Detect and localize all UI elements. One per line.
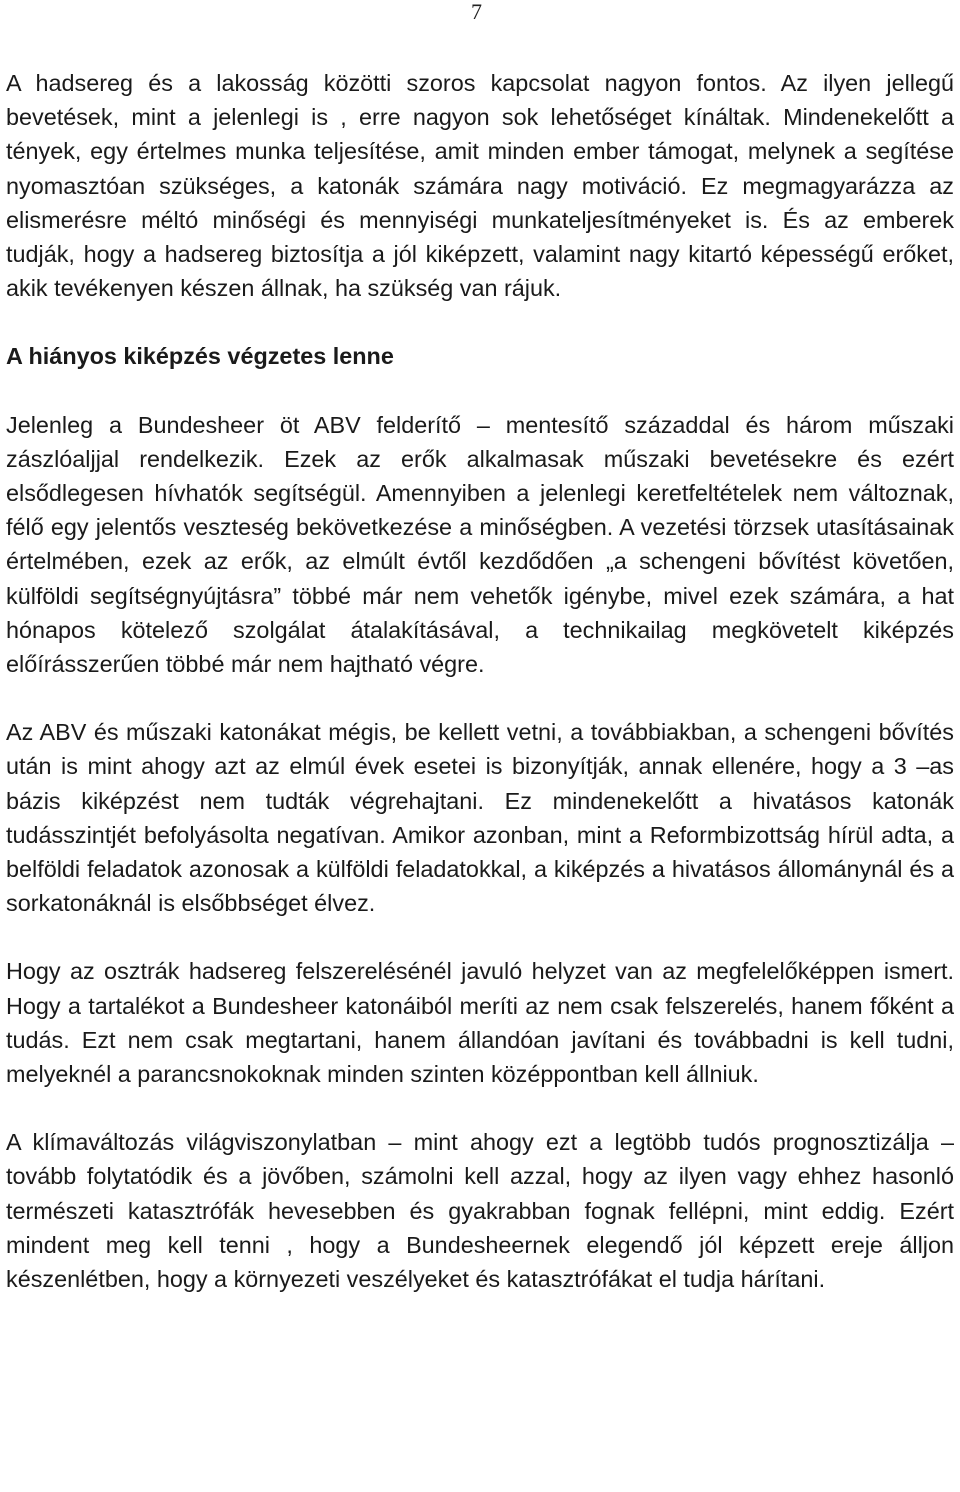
section-heading: A hiányos kiképzés végzetes lenne <box>6 343 394 370</box>
paragraph-equipment: Hogy az osztrák hadsereg felszerelésénél javuló helyzet van az megfelelőképpen ismert. Hogy a tartalékot a Bundesheer katonáiból meríti az nem csak felszerelés, hanem főként a tudás. Ezt nem csak megtartani, hanem állandóan javítani és továbbadni is kell tudni, melyeknél a parancsnokoknak minden szinten középpontban kell állniuk. <box>6 958 954 1088</box>
paragraph-deployment: Az ABV és műszaki katonákat mégis, be kellett vetni, a továbbiakban, a schengeni bővítés után is mint ahogy azt az elmúl évek esetei is bizonyítják, annak ellenére, hogy a 3 –as bázis kiképzést nem tudták végrehajtani. Ez mindenekelőtt a hivatásos katonák tudásszintjét befolyásolta negatívan. Amikor azonban, mint a Reformbizottság hírül adta, a belföldi feladatok azonosak a külföldi feladatokkal, a kiképzés a hivatásos állománynál és a sorkatonáknál is elsőbbséget élvez. <box>6 719 954 917</box>
paragraph-abv-forces: Jelenleg a Bundesheer öt ABV felderítő – mentesítő századdal és három műszaki zászlóaljjal rendelkezik. Ezek az erők alkalmasak műszaki bevetésekre és ezért elsődlegesen hívhatók segítségül. Amennyiben a jelenlegi keretfeltételek nem változnak, félő egy jelentős veszteség bekövetkezése a minőségben. A vezetési törzsek utasításainak értelmében, ezek az erők, az elmúlt évtől kezdődően „a schengeni bővítést követően, külföldi segítségnyújtásra” többé már nem vehetők igénybe, mivel ezek számára, a hat hónapos kötelező szolgálat átalakításával, a technikailag megkövetelt kiképzés előírásszerűen többé már nem hajtható végre. <box>6 411 954 678</box>
page-number: 7 <box>471 0 482 24</box>
document-body <box>6 66 954 1296</box>
paragraph-climate: A klímaváltozás világviszonylatban – mint ahogy ezt a legtöbb tudós prognosztizálja – tovább folytatódik és a jövőben, számolni kell azzal, hogy az ilyen vagy ehhez hasonló természeti katasztrófák hevesebben és gyakrabban fognak fellépni, mint eddig. Ezért mindent meg kell tenni , hogy a Bundesheernek elegendő jól képzett ereje álljon készenlétben, hogy a környezeti veszélyeket és katasztrófákat el tudja hárítani. <box>6 1129 954 1293</box>
paragraph-intro: A hadsereg és a lakosság közötti szoros kapcsolat nagyon fontos. Az ilyen jellegű bevetések, mint a jelenlegi is , erre nagyon sok lehetőséget kínáltak. Mindenekelőtt a tények, egy értelmes munka teljesítése, amit minden ember támogat, melynek a segítése nyomasztóan szükséges, a katonák számára nagy motiváció. Ez megmagyarázza az elismerésre méltó minőségi és mennyiségi munkateljesítményeket is. És az emberek tudják, hogy a hadsereg biztosítja a jól kiképzett, valamint nagy kitartó képességű erőket, akik tevékenyen készen állnak, ha szükség van rájuk. <box>6 70 954 302</box>
